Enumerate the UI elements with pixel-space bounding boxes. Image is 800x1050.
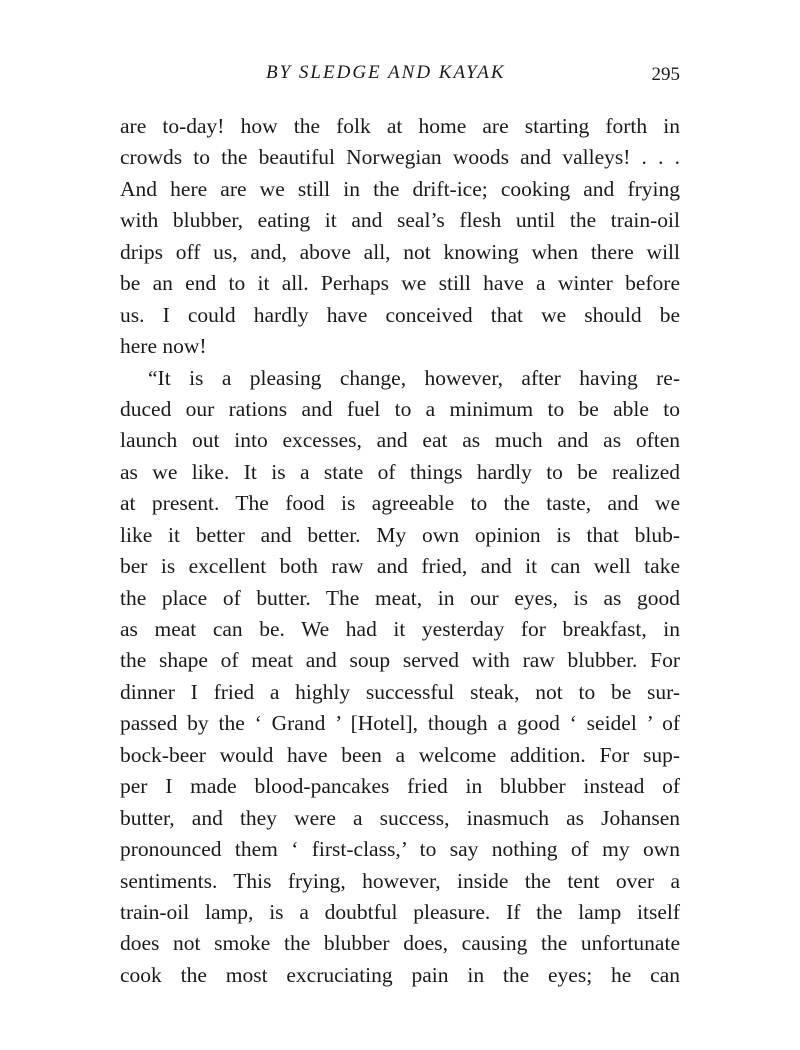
running-head bbox=[120, 62, 680, 86]
text-line: with blubber, eating it and seal’s flesh until the train-oil bbox=[120, 208, 680, 233]
text-line: like it better and better. My own opinion is that blub- bbox=[120, 522, 680, 547]
text-line: the place of butter. The meat, in our eyes, is as good bbox=[120, 585, 680, 610]
text-line: passed by the ‘ Grand ’ [Hotel], though a good ‘ seidel ’ of bbox=[120, 711, 680, 736]
text-line: pronounced them ‘ first-class,’ to say nothing of my own bbox=[120, 837, 680, 862]
text-line: sentiments. This frying, however, inside the tent over a bbox=[120, 868, 680, 893]
text-line: at present. The food is agreeable to the taste, and we bbox=[120, 491, 680, 516]
text-line: drips off us, and, above all, not knowing when there will bbox=[120, 239, 680, 264]
body-text bbox=[120, 111, 680, 991]
text-line: And here are we still in the drift-ice; cooking and frying bbox=[120, 176, 680, 201]
running-title: BY SLEDGE AND KAYAK bbox=[266, 62, 506, 83]
text-line: train-oil lamp, is a doubtful pleasure. If the lamp itself bbox=[120, 899, 680, 924]
text-line: ber is excellent both raw and fried, and it can well take bbox=[120, 554, 680, 579]
text-line: us. I could hardly have conceived that we should be bbox=[120, 302, 680, 327]
text-line: as we like. It is a state of things hardly to be realized bbox=[120, 459, 680, 484]
text-line: are to-day! how the folk at home are starting forth in bbox=[120, 114, 680, 138]
text-line: bock-beer would have been a welcome addition. For sup- bbox=[120, 742, 680, 767]
text-line: the shape of meat and soup served with raw blubber. For bbox=[120, 648, 680, 673]
text-line: cook the most excruciating pain in the eyes; he can bbox=[120, 962, 680, 987]
paragraph-start-line: “It is a pleasing change, however, after having re- bbox=[148, 365, 680, 390]
text-line: crowds to the beautiful Norwegian woods and valleys! . . . bbox=[120, 145, 680, 170]
text-line: dinner I fried a highly successful steak, not to be sur- bbox=[120, 679, 680, 704]
text-line: per I made blood-pancakes fried in blubber instead of bbox=[120, 774, 680, 799]
text-line: be an end to it all. Perhaps we still have a winter before bbox=[120, 271, 680, 296]
text-line: launch out into excesses, and eat as much and as often bbox=[120, 428, 680, 453]
text-line: duced our rations and fuel to a minimum to be able to bbox=[120, 396, 680, 421]
text-line: butter, and they were a success, inasmuch as Johansen bbox=[120, 805, 680, 830]
text-line: does not smoke the blubber does, causing the unfortunate bbox=[120, 931, 680, 956]
text-line: here now! bbox=[120, 334, 207, 359]
page-number: 295 bbox=[651, 64, 680, 85]
text-line: as meat can be. We had it yesterday for breakfast, in bbox=[120, 617, 680, 641]
